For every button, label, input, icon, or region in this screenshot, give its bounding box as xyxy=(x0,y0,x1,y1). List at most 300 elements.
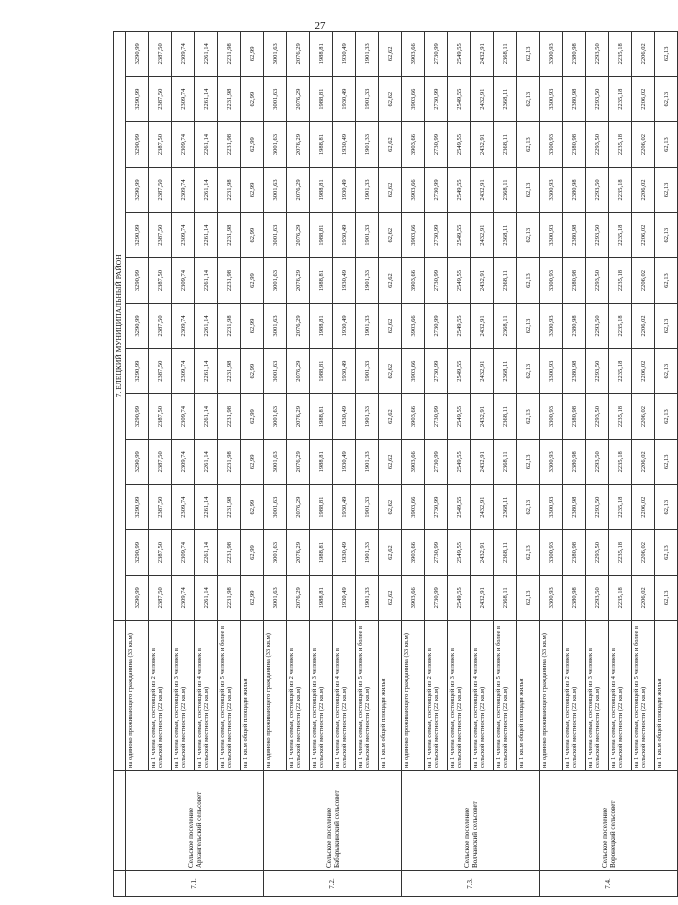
value-cell: 2730,99 xyxy=(425,394,448,439)
value-cell: 2309,74 xyxy=(172,77,195,122)
value-cell: 2549,55 xyxy=(448,303,471,348)
value-cell: 2387,50 xyxy=(149,575,172,620)
value-cell: 2368,11 xyxy=(494,439,517,484)
value-cell: 62,13 xyxy=(517,258,540,303)
value-cell: 2309,74 xyxy=(172,530,195,575)
value-cell: 3903,66 xyxy=(402,394,425,439)
value-cell: 2387,50 xyxy=(149,439,172,484)
value-cell: 3290,99 xyxy=(126,394,149,439)
value-cell: 2387,50 xyxy=(149,349,172,394)
section-header-row xyxy=(114,31,126,896)
table-body xyxy=(114,31,678,896)
value-cell: 2387,50 xyxy=(149,485,172,530)
value-cell: 2235,18 xyxy=(609,485,632,530)
value-cell: 2261,14 xyxy=(195,439,218,484)
value-cell: 62,62 xyxy=(379,575,402,620)
value-cell: 2309,74 xyxy=(172,258,195,303)
value-cell: 2549,55 xyxy=(448,213,471,258)
value-cell: 62,99 xyxy=(241,439,264,484)
value-cell: 2730,99 xyxy=(425,303,448,348)
value-cell: 3001,63 xyxy=(264,439,287,484)
value-cell: 62,99 xyxy=(241,349,264,394)
value-cell: 2235,18 xyxy=(609,77,632,122)
table-row xyxy=(586,31,609,896)
value-cell: 2231,98 xyxy=(218,349,241,394)
value-cell: 2309,74 xyxy=(172,167,195,212)
value-cell: 2231,98 xyxy=(218,31,241,76)
value-cell: 2309,74 xyxy=(172,575,195,620)
value-cell: 2368,11 xyxy=(494,258,517,303)
value-cell: 3300,93 xyxy=(540,394,563,439)
value-cell: 2206,02 xyxy=(632,394,655,439)
value-cell: 2387,50 xyxy=(149,77,172,122)
value-cell: 2206,02 xyxy=(632,213,655,258)
value-cell: 62,13 xyxy=(655,258,678,303)
value-cell: 2387,50 xyxy=(149,122,172,167)
value-cell: 62,13 xyxy=(517,213,540,258)
value-cell: 2387,50 xyxy=(149,213,172,258)
value-cell: 62,62 xyxy=(379,485,402,530)
value-cell: 2380,98 xyxy=(563,394,586,439)
value-cell: 2231,98 xyxy=(218,77,241,122)
value-cell: 2231,98 xyxy=(218,258,241,303)
value-cell: 3290,99 xyxy=(126,530,149,575)
table-row xyxy=(379,31,402,896)
value-cell: 1988,81 xyxy=(310,122,333,167)
table-row xyxy=(172,31,195,896)
value-cell: 2309,74 xyxy=(172,349,195,394)
value-cell: 62,13 xyxy=(517,31,540,76)
value-cell: 3290,99 xyxy=(126,439,149,484)
value-cell: 2368,11 xyxy=(494,167,517,212)
table-row xyxy=(218,31,241,896)
value-cell: 2235,18 xyxy=(609,258,632,303)
value-cell: 3001,63 xyxy=(264,258,287,303)
value-cell: 3300,93 xyxy=(540,77,563,122)
value-cell: 62,62 xyxy=(379,530,402,575)
row-description: на одиноко проживающего гражданина (33 кв.м) xyxy=(540,621,563,771)
value-cell: 62,62 xyxy=(379,349,402,394)
value-cell: 1988,81 xyxy=(310,575,333,620)
value-cell: 2549,55 xyxy=(448,485,471,530)
value-cell: 2380,98 xyxy=(563,77,586,122)
value-cell: 62,13 xyxy=(655,485,678,530)
value-cell: 2293,50 xyxy=(586,575,609,620)
value-cell: 2206,02 xyxy=(632,258,655,303)
value-cell: 2231,98 xyxy=(218,439,241,484)
value-cell: 2549,55 xyxy=(448,167,471,212)
value-cell: 3001,63 xyxy=(264,530,287,575)
row-description: на 1 кв.м общей площади жилья xyxy=(241,621,264,771)
value-cell: 2368,11 xyxy=(494,77,517,122)
value-cell: 2261,14 xyxy=(195,349,218,394)
value-cell: 2730,99 xyxy=(425,167,448,212)
value-cell: 2368,11 xyxy=(494,213,517,258)
value-cell: 2261,14 xyxy=(195,122,218,167)
value-cell: 2380,98 xyxy=(563,258,586,303)
value-cell: 62,62 xyxy=(379,31,402,76)
value-cell: 62,13 xyxy=(655,122,678,167)
value-cell: 2293,50 xyxy=(586,394,609,439)
value-cell: 1901,33 xyxy=(356,439,379,484)
value-cell: 62,13 xyxy=(655,530,678,575)
value-cell: 2261,14 xyxy=(195,31,218,76)
row-description: на 1 члена семьи, состоящей из 3 человек в сельской местности (22 кв.м) xyxy=(172,621,195,771)
value-cell: 2380,98 xyxy=(563,303,586,348)
value-cell: 62,99 xyxy=(241,485,264,530)
value-cell: 2206,02 xyxy=(632,31,655,76)
table-row xyxy=(632,31,655,896)
table-row xyxy=(241,31,264,896)
value-cell: 1988,81 xyxy=(310,167,333,212)
value-cell: 2076,29 xyxy=(287,394,310,439)
value-cell: 2432,91 xyxy=(471,31,494,76)
value-cell: 3290,99 xyxy=(126,213,149,258)
table-row xyxy=(287,31,310,896)
value-cell: 62,13 xyxy=(655,394,678,439)
value-cell: 2730,99 xyxy=(425,213,448,258)
value-cell: 2549,55 xyxy=(448,439,471,484)
value-cell: 1901,33 xyxy=(356,31,379,76)
value-cell: 3903,66 xyxy=(402,122,425,167)
value-cell: 3001,63 xyxy=(264,575,287,620)
value-cell: 2231,98 xyxy=(218,575,241,620)
value-cell: 62,13 xyxy=(517,530,540,575)
group-number: 7.2. xyxy=(264,871,402,897)
value-cell: 62,62 xyxy=(379,122,402,167)
value-cell: 62,99 xyxy=(241,122,264,167)
row-description: на 1 кв.м общей площади жилья xyxy=(655,621,678,771)
value-cell: 2293,50 xyxy=(586,439,609,484)
value-cell: 2231,98 xyxy=(218,394,241,439)
value-cell: 2293,50 xyxy=(586,349,609,394)
value-cell: 2293,50 xyxy=(586,530,609,575)
value-cell: 1930,49 xyxy=(333,167,356,212)
value-cell: 3290,99 xyxy=(126,303,149,348)
value-cell: 62,99 xyxy=(241,258,264,303)
group-number: 7.3. xyxy=(402,871,540,897)
value-cell: 2231,98 xyxy=(218,213,241,258)
value-cell: 62,13 xyxy=(655,31,678,76)
value-cell: 3001,63 xyxy=(264,303,287,348)
value-cell: 2549,55 xyxy=(448,530,471,575)
table-row xyxy=(195,31,218,896)
value-cell: 2206,02 xyxy=(632,77,655,122)
value-cell: 3903,66 xyxy=(402,77,425,122)
value-cell: 2387,50 xyxy=(149,530,172,575)
row-description: на 1 кв.м общей площади жилья xyxy=(517,621,540,771)
value-cell: 3903,66 xyxy=(402,439,425,484)
value-cell: 2293,50 xyxy=(586,303,609,348)
value-cell: 1901,33 xyxy=(356,213,379,258)
value-cell: 3903,66 xyxy=(402,530,425,575)
value-cell: 1901,33 xyxy=(356,303,379,348)
value-cell: 3300,93 xyxy=(540,349,563,394)
value-cell: 3300,93 xyxy=(540,439,563,484)
value-cell: 3903,66 xyxy=(402,303,425,348)
value-cell: 1988,81 xyxy=(310,213,333,258)
table-row xyxy=(540,31,563,896)
value-cell: 2368,11 xyxy=(494,394,517,439)
value-cell: 2076,29 xyxy=(287,258,310,303)
header-spacer-cell xyxy=(114,871,126,897)
value-cell: 2309,74 xyxy=(172,394,195,439)
value-cell: 2380,98 xyxy=(563,31,586,76)
value-cell: 2206,02 xyxy=(632,439,655,484)
value-cell: 2309,74 xyxy=(172,303,195,348)
table-row xyxy=(310,31,333,896)
value-cell: 2380,98 xyxy=(563,530,586,575)
value-cell: 3290,99 xyxy=(126,77,149,122)
value-cell: 62,62 xyxy=(379,77,402,122)
value-cell: 1930,49 xyxy=(333,258,356,303)
value-cell: 3001,63 xyxy=(264,122,287,167)
value-cell: 2235,18 xyxy=(609,439,632,484)
value-cell: 2368,11 xyxy=(494,31,517,76)
value-cell: 2309,74 xyxy=(172,485,195,530)
value-cell: 62,62 xyxy=(379,167,402,212)
value-cell: 1988,81 xyxy=(310,77,333,122)
table-row xyxy=(126,31,149,896)
header-spacer-cell xyxy=(114,771,126,871)
value-cell: 3290,99 xyxy=(126,167,149,212)
value-cell: 2293,50 xyxy=(586,258,609,303)
value-cell: 3300,93 xyxy=(540,213,563,258)
value-cell: 2432,91 xyxy=(471,167,494,212)
value-cell: 3001,63 xyxy=(264,167,287,212)
value-cell: 2231,98 xyxy=(218,167,241,212)
value-cell: 62,13 xyxy=(655,575,678,620)
value-cell: 2261,14 xyxy=(195,485,218,530)
value-cell: 3290,99 xyxy=(126,31,149,76)
value-cell: 62,13 xyxy=(517,77,540,122)
table-row xyxy=(425,31,448,896)
value-cell: 3903,66 xyxy=(402,575,425,620)
value-cell: 2387,50 xyxy=(149,31,172,76)
value-cell: 2076,29 xyxy=(287,485,310,530)
value-cell: 3001,63 xyxy=(264,394,287,439)
value-cell: 2261,14 xyxy=(195,394,218,439)
value-cell: 2309,74 xyxy=(172,439,195,484)
value-cell: 3903,66 xyxy=(402,258,425,303)
value-cell: 62,62 xyxy=(379,258,402,303)
row-description: на одиноко проживающего гражданина (33 кв.м) xyxy=(126,621,149,771)
value-cell: 2206,02 xyxy=(632,530,655,575)
value-cell: 62,99 xyxy=(241,530,264,575)
value-cell: 2235,18 xyxy=(609,213,632,258)
value-cell: 2368,11 xyxy=(494,303,517,348)
value-cell: 2730,99 xyxy=(425,31,448,76)
value-cell: 2235,18 xyxy=(609,394,632,439)
value-cell: 62,13 xyxy=(655,349,678,394)
value-cell: 3001,63 xyxy=(264,349,287,394)
value-cell: 3903,66 xyxy=(402,349,425,394)
group-number: 7.1. xyxy=(126,871,264,897)
value-cell: 2076,29 xyxy=(287,31,310,76)
value-cell: 2432,91 xyxy=(471,575,494,620)
value-cell: 1930,49 xyxy=(333,575,356,620)
row-description: на 1 члена семьи, состоящей из 2 человек в сельской местности (22 кв.м) xyxy=(149,621,172,771)
value-cell: 1930,49 xyxy=(333,485,356,530)
value-cell: 1988,81 xyxy=(310,394,333,439)
table-row xyxy=(402,31,425,896)
row-description: на 1 члена семьи, состоящей из 3 человек в сельской местности (22 кв.м) xyxy=(310,621,333,771)
value-cell: 2261,14 xyxy=(195,575,218,620)
row-description: на 1 члена семьи, состоящей из 4 человек в сельской местности (22 кв.м) xyxy=(333,621,356,771)
value-cell: 2368,11 xyxy=(494,122,517,167)
value-cell: 1930,49 xyxy=(333,77,356,122)
value-cell: 2206,02 xyxy=(632,167,655,212)
value-cell: 1988,81 xyxy=(310,485,333,530)
value-cell: 1988,81 xyxy=(310,258,333,303)
value-cell: 2730,99 xyxy=(425,439,448,484)
value-cell: 3300,93 xyxy=(540,167,563,212)
value-cell: 2432,91 xyxy=(471,439,494,484)
row-description: на 1 члена семьи, состоящей из 5 человек и более в сельской местности (22 кв.м) xyxy=(218,621,241,771)
value-cell: 62,13 xyxy=(655,439,678,484)
value-cell: 62,13 xyxy=(517,349,540,394)
value-cell: 2730,99 xyxy=(425,258,448,303)
value-cell: 2432,91 xyxy=(471,303,494,348)
value-cell: 2293,50 xyxy=(586,485,609,530)
value-cell: 2549,55 xyxy=(448,122,471,167)
value-cell: 62,13 xyxy=(517,122,540,167)
value-cell: 2293,50 xyxy=(586,77,609,122)
value-cell: 3290,99 xyxy=(126,485,149,530)
value-cell: 2076,29 xyxy=(287,122,310,167)
value-cell: 2432,91 xyxy=(471,122,494,167)
value-cell: 2231,98 xyxy=(218,303,241,348)
value-cell: 3903,66 xyxy=(402,485,425,530)
table-row xyxy=(471,31,494,896)
row-description: на 1 члена семьи, состоящей из 4 человек в сельской местности (22 кв.м) xyxy=(195,621,218,771)
value-cell: 2730,99 xyxy=(425,530,448,575)
table-row xyxy=(356,31,379,896)
value-cell: 3300,93 xyxy=(540,575,563,620)
settlement-name: Сельское поселение Воронецкий сельсовет xyxy=(540,771,678,871)
value-cell: 62,13 xyxy=(655,167,678,212)
row-description: на 1 члена семьи, состоящей из 5 человек и более в сельской местности (22 кв.м) xyxy=(632,621,655,771)
value-cell: 2206,02 xyxy=(632,122,655,167)
value-cell: 2206,02 xyxy=(632,575,655,620)
value-cell: 2432,91 xyxy=(471,530,494,575)
value-cell: 3290,99 xyxy=(126,122,149,167)
value-cell: 1930,49 xyxy=(333,122,356,167)
value-cell: 2730,99 xyxy=(425,485,448,530)
value-cell: 2076,29 xyxy=(287,530,310,575)
value-cell: 2387,50 xyxy=(149,167,172,212)
value-cell: 62,99 xyxy=(241,31,264,76)
value-cell: 2380,98 xyxy=(563,167,586,212)
value-cell: 62,13 xyxy=(655,303,678,348)
value-cell: 3001,63 xyxy=(264,213,287,258)
value-cell: 1930,49 xyxy=(333,349,356,394)
value-cell: 2549,55 xyxy=(448,575,471,620)
value-cell: 62,62 xyxy=(379,439,402,484)
value-cell: 1901,33 xyxy=(356,394,379,439)
value-cell: 3300,93 xyxy=(540,303,563,348)
value-cell: 2387,50 xyxy=(149,258,172,303)
value-cell: 62,99 xyxy=(241,394,264,439)
value-cell: 2380,98 xyxy=(563,439,586,484)
value-cell: 1901,33 xyxy=(356,167,379,212)
value-cell: 62,13 xyxy=(517,394,540,439)
value-cell: 2235,18 xyxy=(609,530,632,575)
value-cell: 3001,63 xyxy=(264,485,287,530)
value-cell: 3001,63 xyxy=(264,31,287,76)
value-cell: 2380,98 xyxy=(563,122,586,167)
table-row xyxy=(149,31,172,896)
table-row xyxy=(264,31,287,896)
row-description: на 1 члена семьи, состоящей из 3 человек в сельской местности (22 кв.м) xyxy=(586,621,609,771)
value-cell: 62,13 xyxy=(655,213,678,258)
value-cell: 62,13 xyxy=(517,439,540,484)
value-cell: 2368,11 xyxy=(494,575,517,620)
value-cell: 2235,18 xyxy=(609,122,632,167)
table-row xyxy=(494,31,517,896)
value-cell: 62,62 xyxy=(379,394,402,439)
value-cell: 3290,99 xyxy=(126,258,149,303)
value-cell: 2076,29 xyxy=(287,575,310,620)
row-description: на 1 члена семьи, состоящей из 5 человек и более в сельской местности (22 кв.м) xyxy=(356,621,379,771)
value-cell: 2432,91 xyxy=(471,213,494,258)
value-cell: 2387,50 xyxy=(149,303,172,348)
value-cell: 2076,29 xyxy=(287,439,310,484)
value-cell: 3300,93 xyxy=(540,530,563,575)
table-row xyxy=(609,31,632,896)
value-cell: 62,13 xyxy=(517,575,540,620)
table-row xyxy=(517,31,540,896)
value-cell: 1930,49 xyxy=(333,213,356,258)
value-cell: 2730,99 xyxy=(425,77,448,122)
value-cell: 2432,91 xyxy=(471,485,494,530)
value-cell: 1901,33 xyxy=(356,530,379,575)
value-cell: 2261,14 xyxy=(195,77,218,122)
value-cell: 1930,49 xyxy=(333,394,356,439)
value-cell: 62,13 xyxy=(517,485,540,530)
value-cell: 1930,49 xyxy=(333,530,356,575)
value-cell: 1988,81 xyxy=(310,31,333,76)
value-cell: 2380,98 xyxy=(563,213,586,258)
value-cell: 3300,93 xyxy=(540,31,563,76)
value-cell: 1930,49 xyxy=(333,303,356,348)
value-cell: 62,62 xyxy=(379,213,402,258)
value-cell: 2293,50 xyxy=(586,167,609,212)
value-cell: 3300,93 xyxy=(540,122,563,167)
value-cell: 2549,55 xyxy=(448,349,471,394)
value-cell: 62,13 xyxy=(517,167,540,212)
row-description: на 1 члена семьи, состоящей из 3 человек в сельской местности (22 кв.м) xyxy=(448,621,471,771)
value-cell: 2235,18 xyxy=(609,575,632,620)
tariff-table xyxy=(113,31,678,897)
value-cell: 1901,33 xyxy=(356,77,379,122)
settlement-name: Сельское поселение Волчанский сельсовет xyxy=(402,771,540,871)
value-cell: 3290,99 xyxy=(126,349,149,394)
value-cell: 2730,99 xyxy=(425,122,448,167)
value-cell: 2432,91 xyxy=(471,349,494,394)
value-cell: 2261,14 xyxy=(195,258,218,303)
table-row xyxy=(448,31,471,896)
value-cell: 2293,50 xyxy=(586,122,609,167)
value-cell: 2309,74 xyxy=(172,122,195,167)
value-cell: 1988,81 xyxy=(310,530,333,575)
value-cell: 2206,02 xyxy=(632,485,655,530)
value-cell: 2076,29 xyxy=(287,303,310,348)
value-cell: 3903,66 xyxy=(402,213,425,258)
row-description: на одиноко проживающего гражданина (33 кв.м) xyxy=(402,621,425,771)
value-cell: 2076,29 xyxy=(287,349,310,394)
value-cell: 2730,99 xyxy=(425,575,448,620)
